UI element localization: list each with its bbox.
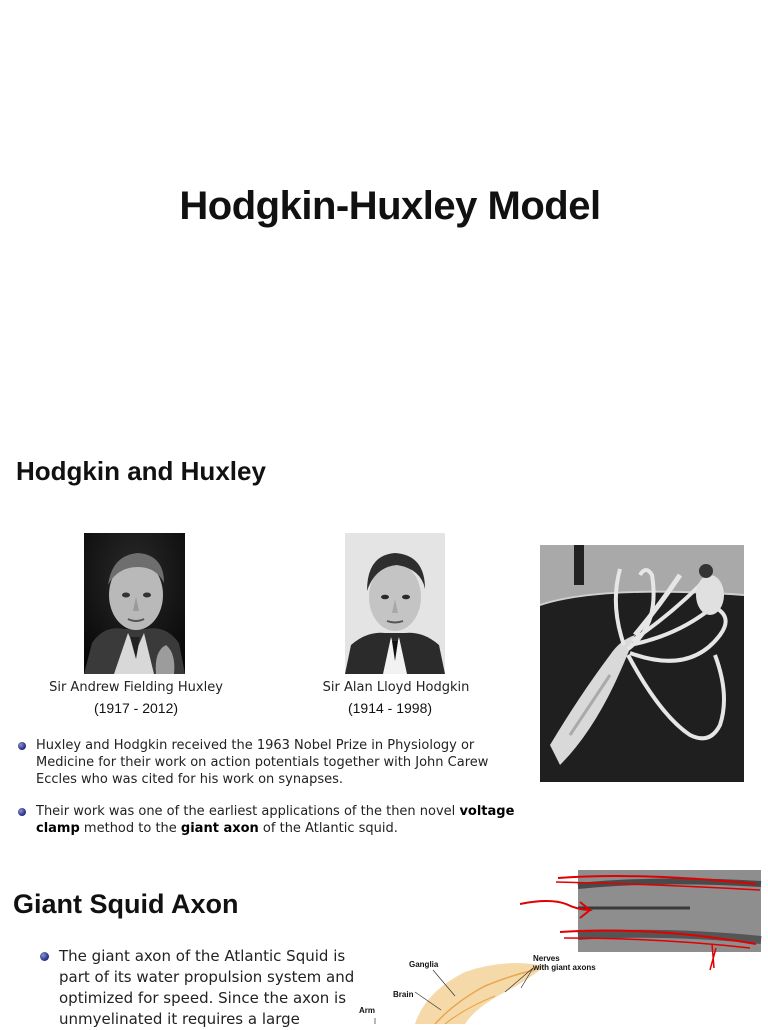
bullet-text-segment: of the Atlantic squid.	[258, 821, 398, 836]
bullet-text-line	[36, 820, 514, 837]
huxley-name-caption: Sir Andrew Fielding Huxley	[49, 680, 223, 695]
bullet-text-line: Eccles who was cited for his work on synapses.	[36, 772, 344, 787]
bullet-text-bold: giant axon	[180, 821, 259, 836]
bullet-text-line	[36, 803, 514, 820]
bullet-text-line: unmyelinated it requires a large	[59, 1010, 300, 1028]
diagram-label-ganglia: Ganglia	[409, 960, 439, 969]
slide-title: Hodgkin-Huxley Model	[179, 184, 601, 228]
huxley-portrait-image	[84, 533, 185, 674]
hodgkin-name-caption: Sir Alan Lloyd Hodgkin	[322, 680, 470, 695]
squid-anatomy-diagram	[355, 952, 605, 1024]
hodgkin-portrait-image	[345, 533, 445, 674]
bullet-text-line: Medicine for their work on action potentials together with John Carew	[36, 755, 489, 770]
diagram-label-arm: Arm	[359, 1006, 376, 1015]
bullet-text-segment: method to the	[79, 821, 181, 836]
bullet-text-segment: Their work was one of the earliest applications of the then novel	[36, 804, 460, 819]
bullet-text-line: optimized for speed. Since the axon is	[59, 989, 347, 1007]
diagram-label-brain: Brain	[393, 990, 414, 999]
bullet-icon	[40, 952, 49, 961]
bullet-text-line: The giant axon of the Atlantic Squid is	[59, 947, 346, 965]
section-heading-giant-squid-axon: Giant Squid Axon	[13, 889, 239, 919]
diagram-label-nerves: Nerves with giant axons	[533, 954, 596, 972]
huxley-years: (1917 - 2012)	[93, 700, 179, 716]
bullet-text-line: Huxley and Hodgkin received the 1963 Nobel Prize in Physiology or	[36, 738, 475, 753]
list-item	[18, 803, 528, 837]
bullet-text-bold: voltage	[459, 804, 515, 819]
giant-squid-photo	[540, 545, 744, 782]
hodgkin-years: (1914 - 1998)	[347, 700, 433, 716]
list-item	[18, 737, 518, 788]
bullet-icon	[18, 742, 26, 750]
bullet-icon	[18, 808, 26, 816]
list-item	[40, 946, 370, 1030]
bullet-text-line: part of its water propulsion system and	[59, 968, 355, 986]
section-heading-hodgkin-huxley: Hodgkin and Huxley	[16, 456, 266, 486]
bullet-text-bold: clamp	[36, 821, 80, 836]
